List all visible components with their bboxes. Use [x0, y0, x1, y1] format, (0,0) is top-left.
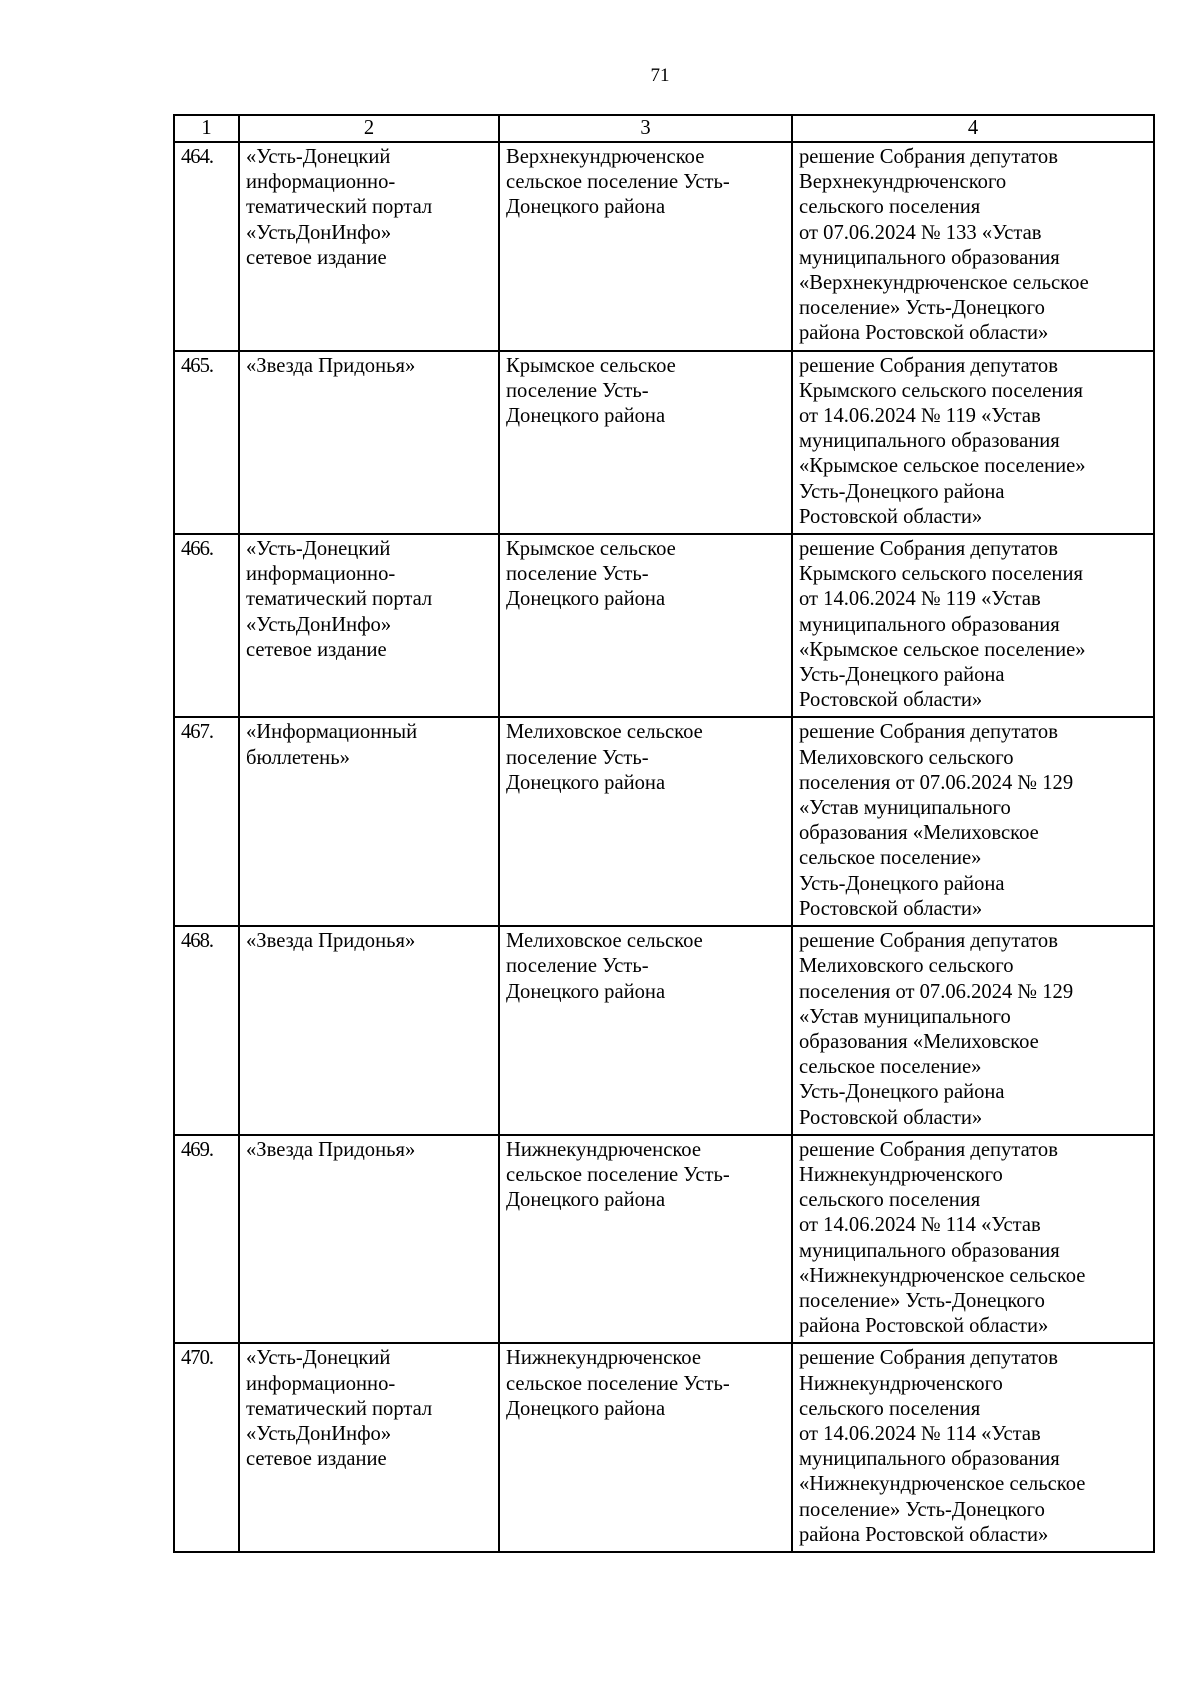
decision-line: Мелиховского сельского — [799, 955, 1014, 978]
publication-name-line: тематический портал — [246, 196, 433, 219]
decision-line: «Крымское сельское поселение» — [799, 455, 1086, 478]
settlement-cell — [499, 351, 792, 534]
settlement-line: Мелиховское сельское — [506, 930, 703, 953]
settlement-line: Крымское сельское — [506, 354, 676, 377]
settlement-cell — [499, 1135, 792, 1344]
decision-line: Ростовской области» — [799, 689, 983, 712]
settlement-cell — [499, 142, 792, 351]
publication-name-line: информационно- — [246, 171, 396, 194]
decision-line: решение Собрания депутатов — [799, 721, 1058, 744]
publication-name-cell — [239, 142, 499, 351]
decision-line: решение Собрания депутатов — [799, 538, 1058, 561]
settlement-line: поселение Усть- — [506, 955, 649, 978]
decision-line: решение Собрания депутатов — [799, 930, 1058, 953]
header-row — [174, 115, 1154, 142]
settlement-line: Нижнекундрюченское — [506, 1347, 701, 1370]
column-header-4: 4 — [792, 115, 1154, 142]
publication-name-cell — [239, 534, 499, 717]
table-body — [174, 142, 1154, 1552]
decision-line: поселение» Усть-Донецкого — [799, 1289, 1045, 1312]
table-header — [174, 115, 1154, 142]
settlement-line: Донецкого района — [506, 196, 666, 219]
decision-line: района Ростовской области» — [799, 1523, 1049, 1546]
row-number-cell: 468. — [174, 926, 239, 1135]
settlement-line: Донецкого района — [506, 980, 666, 1003]
decision-line: поселение» Усть-Донецкого — [799, 297, 1045, 320]
decision-line: муниципального образования — [799, 430, 1060, 453]
publication-name-line: «Усть-Донецкий — [246, 538, 391, 561]
decision-line: Нижнекундрюченского — [799, 1372, 1003, 1395]
decision-line: Мелиховского сельского — [799, 746, 1014, 769]
publication-name-line: «Звезда Придонья» — [246, 930, 416, 953]
decision-line: решение Собрания депутатов — [799, 354, 1058, 377]
table-row — [174, 926, 1154, 1135]
row-number-cell: 470. — [174, 1343, 239, 1552]
settlement-cell — [499, 926, 792, 1135]
publication-name-line: «УстьДонИнфо» — [246, 613, 392, 636]
decision-line: «Верхнекундрюченское сельское — [799, 272, 1089, 295]
decision-line: сельское поселение» — [799, 1056, 982, 1079]
decision-line: Ростовской области» — [799, 1106, 983, 1129]
decision-line: Нижнекундрюченского — [799, 1163, 1003, 1186]
publication-name-cell — [239, 926, 499, 1135]
decision-line: Верхнекундрюченского — [799, 171, 1007, 194]
decision-line: района Ростовской области» — [799, 322, 1049, 345]
publication-name-cell — [239, 717, 499, 926]
publication-name-line: тематический портал — [246, 588, 433, 611]
settlement-cell — [499, 534, 792, 717]
publication-name-cell — [239, 351, 499, 534]
decision-line: Усть-Донецкого района — [799, 480, 1005, 503]
decision-line: поселения от 07.06.2024 № 129 — [799, 980, 1074, 1003]
decision-line: сельского поселения — [799, 1397, 981, 1420]
settlement-line: Донецкого района — [506, 1189, 666, 1212]
decision-line: Крымского сельского поселения — [799, 563, 1083, 586]
publication-name-line: «Усть-Донецкий — [246, 146, 391, 168]
publication-name-line: информационно- — [246, 563, 396, 586]
decision-line: от 14.06.2024 № 114 «Устав — [799, 1214, 1041, 1237]
table-row — [174, 1135, 1154, 1344]
decision-line: района Ростовской области» — [799, 1315, 1049, 1338]
publication-name-line: сетевое издание — [246, 246, 387, 269]
settlement-line: сельское поселение Усть- — [506, 1372, 730, 1395]
decision-line: муниципального образования — [799, 1448, 1060, 1471]
publication-name-line: «УстьДонИнфо» — [246, 221, 392, 244]
settlement-line: Нижнекундрюченское — [506, 1138, 701, 1161]
decision-line: «Нижнекундрюченское сельское — [799, 1473, 1086, 1496]
decision-line: Крымского сельского поселения — [799, 379, 1083, 402]
decision-line: муниципального образования — [799, 246, 1060, 269]
decision-line: «Устав муниципального — [799, 797, 1011, 820]
settlement-line: Верхнекундрюченское — [506, 146, 705, 168]
settlement-line: Мелиховское сельское — [506, 721, 703, 744]
publication-name-line: «Усть-Донецкий — [246, 1347, 391, 1370]
decision-line: сельское поселение» — [799, 847, 982, 870]
publication-name-cell — [239, 1343, 499, 1552]
table-row — [174, 142, 1154, 351]
column-header-3: 3 — [499, 115, 792, 142]
settlement-line: поселение Усть- — [506, 379, 649, 402]
page-number: 71 — [650, 65, 670, 86]
settlement-line: Донецкого района — [506, 405, 666, 428]
decision-line: сельского поселения — [799, 1189, 981, 1212]
row-number-cell: 465. — [174, 351, 239, 534]
decision-line: поселение» Усть-Донецкого — [799, 1498, 1045, 1521]
decision-cell — [792, 717, 1154, 926]
decision-line: образования «Мелиховское — [799, 822, 1039, 845]
decision-cell — [792, 142, 1154, 351]
decision-line: от 14.06.2024 № 114 «Устав — [799, 1422, 1041, 1445]
publication-name-line: информационно- — [246, 1372, 396, 1395]
settlement-line: поселение Усть- — [506, 746, 649, 769]
publication-name-line: тематический портал — [246, 1397, 433, 1420]
decision-line: сельского поселения — [799, 196, 981, 219]
row-number-cell: 469. — [174, 1135, 239, 1344]
decision-cell — [792, 534, 1154, 717]
decision-line: «Крымское сельское поселение» — [799, 638, 1086, 661]
publication-name-line: бюллетень» — [246, 746, 350, 769]
decision-line: от 14.06.2024 № 119 «Устав — [799, 405, 1041, 428]
decision-line: Усть-Донецкого района — [799, 872, 1005, 895]
decision-line: решение Собрания депутатов — [799, 1347, 1058, 1370]
table-row — [174, 717, 1154, 926]
decision-line: Усть-Донецкого района — [799, 664, 1005, 687]
decision-line: Ростовской области» — [799, 897, 983, 920]
decision-line: муниципального образования — [799, 1239, 1060, 1262]
decision-line: Усть-Донецкого района — [799, 1081, 1005, 1104]
decision-cell — [792, 1135, 1154, 1344]
publication-name-line: «Звезда Придонья» — [246, 1138, 416, 1161]
publication-name-cell — [239, 1135, 499, 1344]
column-header-2: 2 — [239, 115, 499, 142]
publication-name-line: сетевое издание — [246, 1448, 387, 1471]
settlement-line: Донецкого района — [506, 588, 666, 611]
table-row — [174, 534, 1154, 717]
settlement-line: сельское поселение Усть- — [506, 1163, 730, 1186]
decision-line: от 14.06.2024 № 119 «Устав — [799, 588, 1041, 611]
settlement-line: Донецкого района — [506, 1397, 666, 1420]
decision-cell — [792, 351, 1154, 534]
decision-line: решение Собрания депутатов — [799, 146, 1058, 168]
row-number-cell: 464. — [174, 142, 239, 351]
decision-line: Ростовской области» — [799, 505, 983, 528]
settlement-cell — [499, 1343, 792, 1552]
registry-table — [173, 114, 1155, 1553]
decision-cell — [792, 1343, 1154, 1552]
decision-line: муниципального образования — [799, 613, 1060, 636]
column-header-1: 1 — [174, 115, 239, 142]
decision-cell — [792, 926, 1154, 1135]
settlement-line: Крымское сельское — [506, 538, 676, 561]
decision-line: «Устав муниципального — [799, 1005, 1011, 1028]
publication-name-line: «Информационный — [246, 721, 418, 744]
publication-name-line: сетевое издание — [246, 638, 387, 661]
table-row — [174, 351, 1154, 534]
table-row — [174, 1343, 1154, 1552]
decision-line: решение Собрания депутатов — [799, 1138, 1058, 1161]
decision-line: поселения от 07.06.2024 № 129 — [799, 771, 1074, 794]
settlement-line: поселение Усть- — [506, 563, 649, 586]
settlement-line: Донецкого района — [506, 771, 666, 794]
row-number-cell: 467. — [174, 717, 239, 926]
decision-line: образования «Мелиховское — [799, 1030, 1039, 1053]
settlement-line: сельское поселение Усть- — [506, 171, 730, 194]
decision-line: от 07.06.2024 № 133 «Устав — [799, 221, 1042, 244]
publication-name-line: «УстьДонИнфо» — [246, 1422, 392, 1445]
decision-line: «Нижнекундрюченское сельское — [799, 1264, 1086, 1287]
settlement-cell — [499, 717, 792, 926]
publication-name-line: «Звезда Придонья» — [246, 354, 416, 377]
row-number-cell: 466. — [174, 534, 239, 717]
